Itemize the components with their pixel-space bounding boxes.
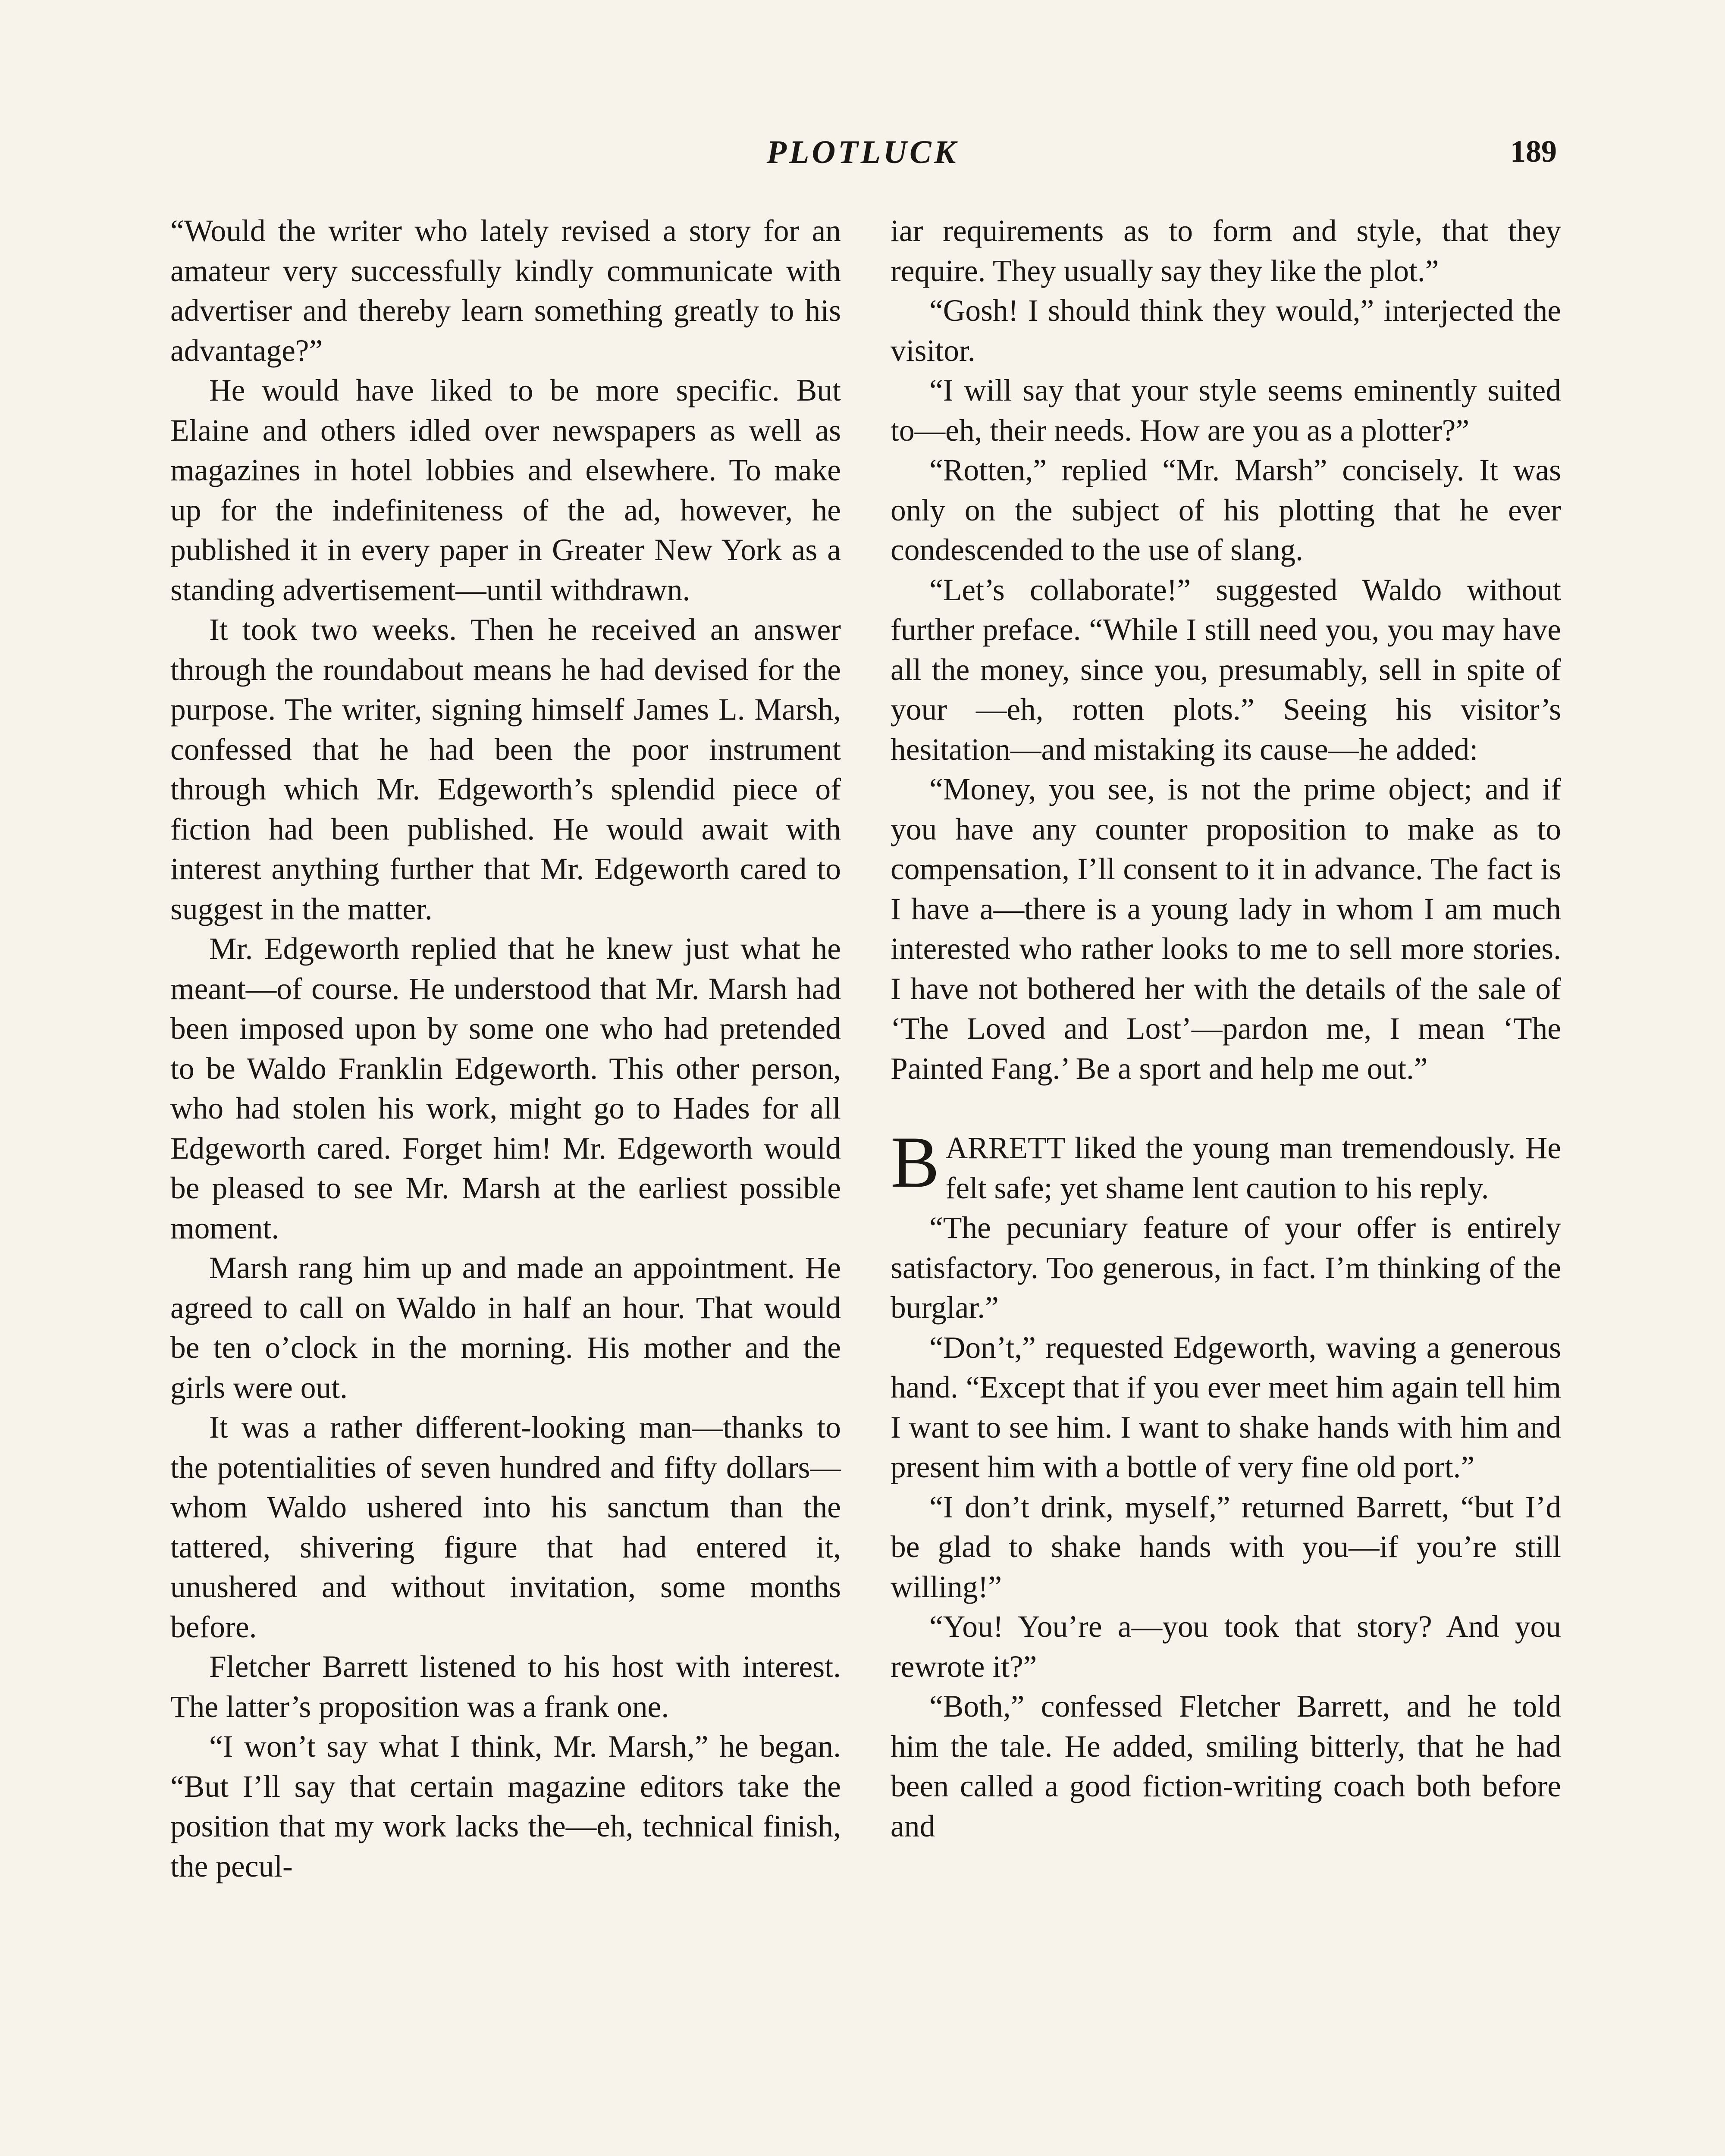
paragraph: Mr. Edgeworth replied that he knew just what he meant—of course. He understood that Mr. Marsh had been imposed upon by some one who had pretended to be Waldo Franklin Edgeworth. This other person, who had stolen his work, might go to Hades for all Edgeworth cared. Forget him! Mr. Edgeworth would be pleased to see Mr. Marsh at the earliest possible moment.	[170, 932, 841, 1245]
paragraph: “I won’t say what I think, Mr. Marsh,” he began. “But I’ll say that certain magazine editors take the position that my work lacks the—eh, technical finish, the pecul-	[170, 1730, 841, 1883]
paragraph: He would have liked to be more specific. But Elaine and others idled over newspapers as well as magazines in hotel lobbies and elsewhere. To make up for the indefiniteness of the ad, however, he published it in every paper in Greater New York as a standing advertisement—until withdrawn.	[170, 373, 841, 607]
paragraph: Marsh rang him up and made an appointment. He agreed to call on Waldo in half an hour. That would be ten o’clock in the morning. His mother and the girls were out.	[170, 1251, 841, 1405]
paragraph: “I don’t drink, myself,” returned Barrett, “but I’d be glad to shake hands with you—if you’re still willing!”	[891, 1490, 1561, 1604]
paragraph: “Money, you see, is not the prime object; and if you have any counter proposition to make as to compensation, I’ll consent to it in advance. The fact is I have a—there is a young lady in whom I am much interested who rather looks to me to sell more stories. I have not bothered her with the details of the sale of ‘The Loved and Lost’—pardon me, I mean ‘The Painted Fang.’ Be a sport and help me out.”	[891, 772, 1561, 1086]
right-column	[891, 211, 1561, 1846]
running-title: PLOTLUCK	[766, 134, 959, 170]
page-header	[168, 134, 1557, 185]
paragraph: “Would the writer who lately revised a story for an amateur very successfully kindly communicate with advertiser and thereby learn something greatly to his advantage?”	[170, 214, 841, 368]
paragraph: “The pecuniary feature of your offer is entirely satisfactory. Too generous, in fact. I’m thinking of the burglar.”	[891, 1211, 1561, 1325]
paragraph: It took two weeks. Then he received an answer through the roundabout means he had devised for the purpose. The writer, signing himself James L. Marsh, confessed that he had been the poor instrument through which Mr. Edgeworth’s splendid piece of fiction had been published. He would await with interest anything further that Mr. Edgeworth cared to suggest in the matter.	[170, 613, 841, 926]
paragraph: “I will say that your style seems eminently suited to—eh, their needs. How are you as a plotter?”	[891, 373, 1561, 448]
paragraph: iar requirements as to form and style, that they require. They usually say they like the plot.”	[891, 214, 1561, 288]
paragraph: “Both,” confessed Fletcher Barrett, and he told him the tale. He added, smiling bitterly, that he had been called a good fiction-writing coach both before and	[891, 1689, 1561, 1843]
section-opening-paragraph	[891, 1122, 1561, 1208]
paragraph: Fletcher Barrett listened to his host with interest. The latter’s proposition was a frank one.	[170, 1650, 841, 1724]
paragraph: “Let’s collaborate!” suggested Waldo without further preface. “While I still need you, you may have all the money, since you, presumably, sell in spite of your —eh, rotten plots.” Seeing his visitor’s hesitation—and mistaking its cause—he added:	[891, 573, 1561, 767]
paragraph: “Don’t,” requested Edgeworth, waving a generous hand. “Except that if you ever meet him again tell him I want to see him. I want to shake hands with him and present him with a bottle of very fine old port.”	[891, 1330, 1561, 1484]
section-opening-text: ARRETT liked the young man tremendously. He felt safe; yet shame lent caution to his reply.	[945, 1131, 1561, 1205]
left-column	[170, 211, 841, 1887]
paragraph: “Gosh! I should think they would,” interjected the visitor.	[891, 294, 1561, 368]
paragraph: “Rotten,” replied “Mr. Marsh” concisely. It was only on the subject of his plotting that he ever condescended to the use of slang.	[891, 453, 1561, 567]
page-number: 189	[1510, 134, 1557, 169]
drop-cap: B	[891, 1122, 940, 1203]
paragraph: “You! You’re a—you took that story? And you rewrote it?”	[891, 1610, 1561, 1684]
paragraph: It was a rather different-looking man—thanks to the potentialities of seven hundred and fifty dollars—whom Waldo ushered into his sanctum than the tattered, shivering figure that had entered it, unushered and without invitation, some months before.	[170, 1410, 841, 1644]
